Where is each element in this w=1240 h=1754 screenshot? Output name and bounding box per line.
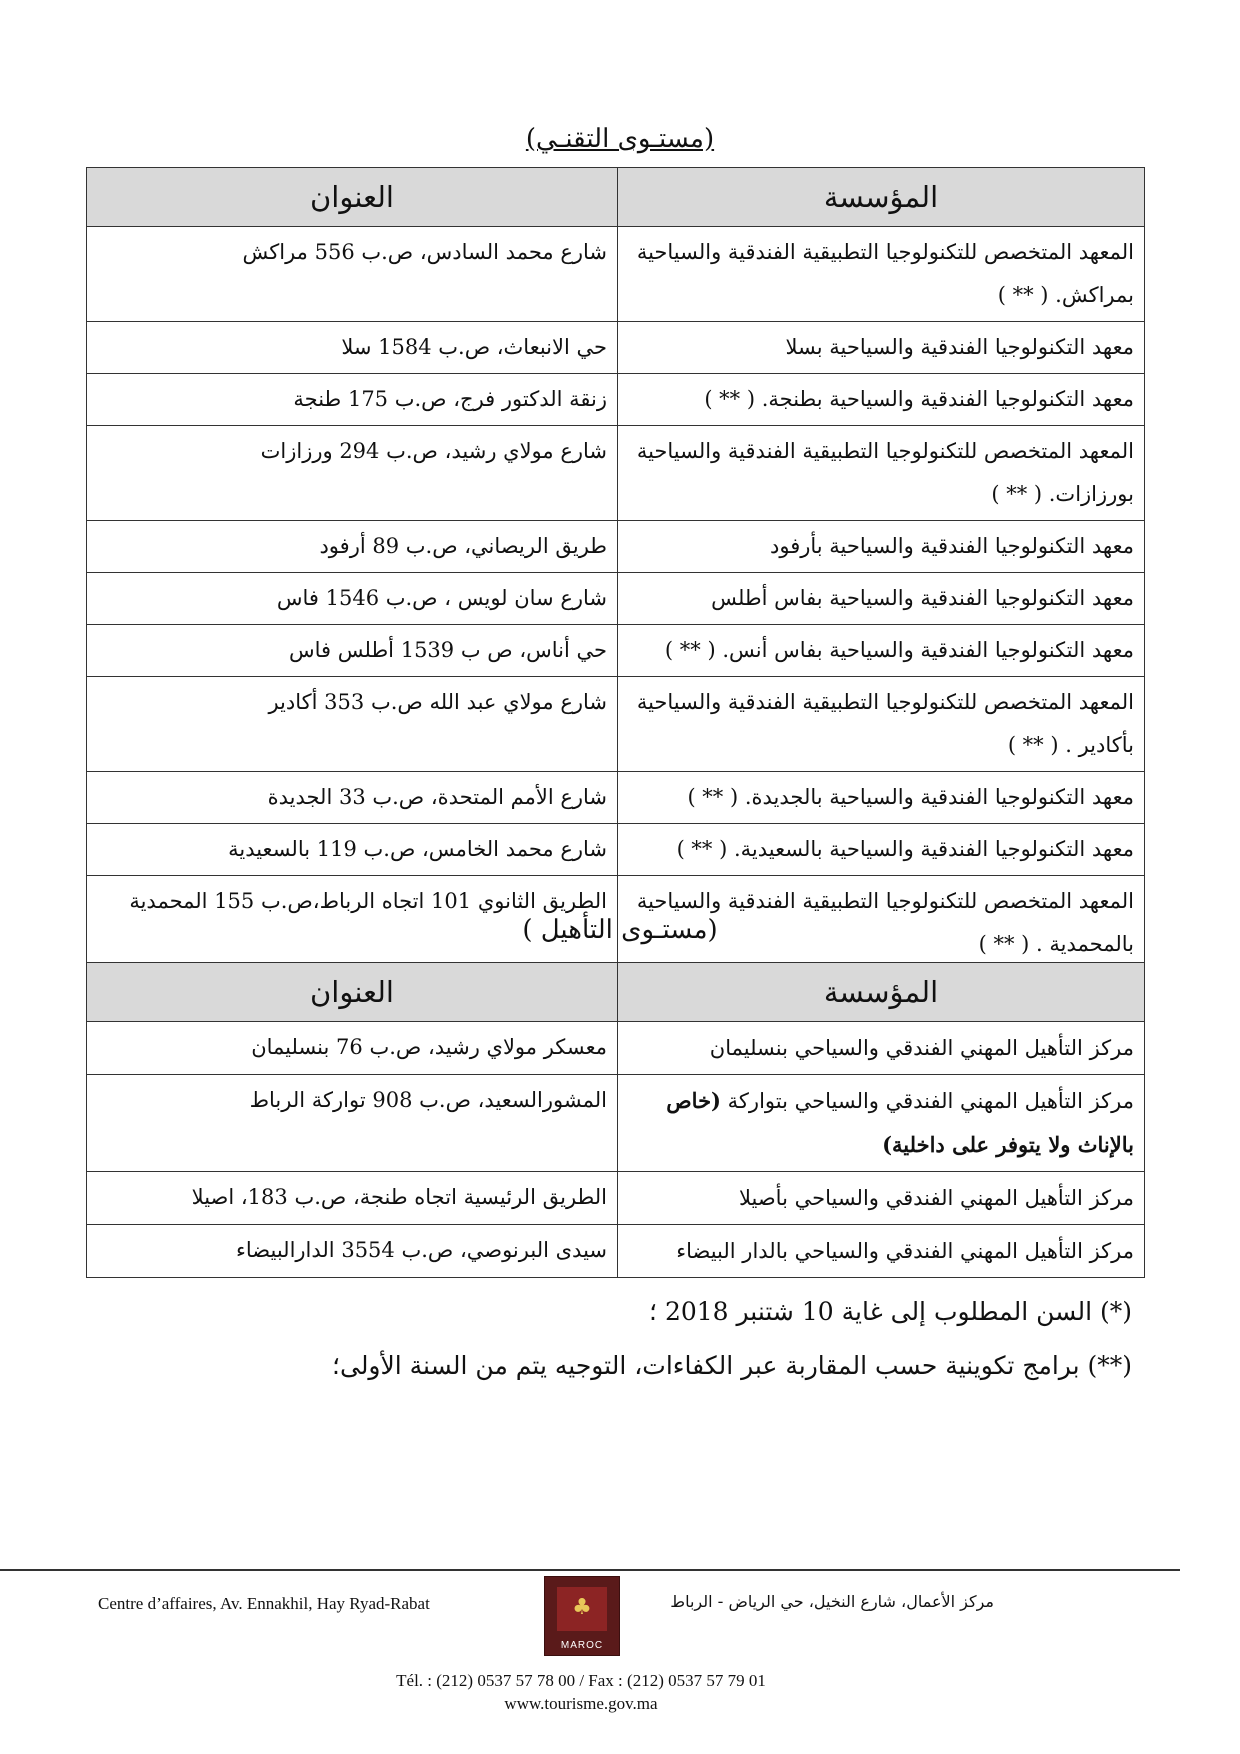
institution-cell bbox=[618, 1225, 1145, 1278]
qualification-table bbox=[86, 962, 1145, 1278]
footer-divider bbox=[0, 1569, 1180, 1571]
address-cell: معسكر مولاي رشيد، ص.ب 76 بنسليمان bbox=[87, 1022, 618, 1075]
table-row bbox=[87, 1022, 1145, 1075]
technician-title-text: (مستـوى التقنـي) bbox=[525, 124, 715, 154]
palm-icon: ♣ bbox=[572, 1595, 592, 1620]
address-cell: المشورالسعيد، ص.ب 908 تواركة الرباط bbox=[87, 1075, 618, 1172]
footnote-programs: (**) برامج تكوينية حسب المقاربة عبر الكفاءات، التوجيه يتم من السنة الأولى؛ bbox=[332, 1351, 1132, 1380]
footnote-age: (*) السن المطلوب إلى غاية 10 شتنبر 2018 ؛ bbox=[649, 1297, 1132, 1326]
qualification-title-text: (مستـوى التأهيل ) bbox=[522, 915, 718, 945]
technician-section-title bbox=[0, 124, 1240, 154]
address-cell: طريق الريصاني، ص.ب 89 أرفود bbox=[87, 521, 618, 573]
table-row bbox=[87, 625, 1145, 677]
institution-text: مركز التأهيل المهني الفندقي والسياحي بتواركة bbox=[721, 1089, 1134, 1113]
address-cell: شارع مولاي رشيد، ص.ب 294 ورزازات bbox=[87, 426, 618, 521]
institution-cell bbox=[618, 1172, 1145, 1225]
institution-cell bbox=[618, 1022, 1145, 1075]
table-row bbox=[87, 227, 1145, 322]
table-row bbox=[87, 677, 1145, 772]
address-cell: حي أناس، ص ب 1539 أطلس فاس bbox=[87, 625, 618, 677]
address-cell: شارع سان لويس ، ص.ب 1546 فاس bbox=[87, 573, 618, 625]
address-cell: زنقة الدكتور فرج، ص.ب 175 طنجة bbox=[87, 374, 618, 426]
table-row bbox=[87, 1172, 1145, 1225]
header-address: العنوان bbox=[87, 168, 618, 227]
technician-table bbox=[86, 167, 1145, 971]
institution-cell: معهد التكنولوجيا الفندقية والسياحية بسلا bbox=[618, 322, 1145, 374]
table-row bbox=[87, 772, 1145, 824]
logo-text: MAROC bbox=[560, 1640, 604, 1651]
table-header-row bbox=[87, 168, 1145, 227]
header-address: العنوان bbox=[87, 963, 618, 1022]
table-row bbox=[87, 1075, 1145, 1172]
address-cell: الطريق الرئيسية اتجاه طنجة، ص.ب 183، اصيلا bbox=[87, 1172, 618, 1225]
institution-text: مركز التأهيل المهني الفندقي والسياحي بنسليمان bbox=[709, 1036, 1134, 1060]
table-row bbox=[87, 426, 1145, 521]
institution-cell: معهد التكنولوجيا الفندقية والسياحية بالجديدة. ( ** ) bbox=[618, 772, 1145, 824]
address-cell: الطريق الثانوي 101 اتجاه الرباط،ص.ب 155 المحمدية bbox=[87, 876, 618, 971]
address-cell: سيدى البرنوصي، ص.ب 3554 الدارالبيضاء bbox=[87, 1225, 618, 1278]
footer-website: www.tourisme.gov.ma bbox=[504, 1694, 658, 1713]
institution-text: مركز التأهيل المهني الفندقي والسياحي بالدار البيضاء bbox=[676, 1239, 1134, 1263]
institution-cell: المعهد المتخصص للتكنولوجيا التطبيقية الفندقية والسياحية بورزازات. ( ** ) bbox=[618, 426, 1145, 521]
institution-cell: المعهد المتخصص للتكنولوجيا التطبيقية الفندقية والسياحية بالمحمدية . ( ** ) bbox=[618, 876, 1145, 971]
institution-cell: معهد التكنولوجيا الفندقية والسياحية بفاس أطلس bbox=[618, 573, 1145, 625]
table-row bbox=[87, 573, 1145, 625]
table-row bbox=[87, 1225, 1145, 1278]
address-cell: شارع الأمم المتحدة، ص.ب 33 الجديدة bbox=[87, 772, 618, 824]
institution-note: (خاص بالإناث ولا يتوفر على داخلية) bbox=[666, 1088, 1134, 1157]
footer-phone: Tél. : (212) 0537 57 78 00 / Fax : (212) 0537 57 79 01 bbox=[396, 1671, 766, 1690]
address-cell: شارع محمد الخامس، ص.ب 119 بالسعيدية bbox=[87, 824, 618, 876]
footer-address-fr: Centre d’affaires, Av. Ennakhil, Hay Ryad-Rabat bbox=[98, 1594, 430, 1613]
maroc-logo bbox=[544, 1576, 620, 1656]
table-row bbox=[87, 322, 1145, 374]
table-row bbox=[87, 374, 1145, 426]
footer-address-ar: مركز الأعمال، شارع النخيل، حي الرياض - الرباط bbox=[670, 1592, 994, 1611]
institution-cell: معهد التكنولوجيا الفندقية والسياحية بفاس أنس. ( ** ) bbox=[618, 625, 1145, 677]
institution-cell bbox=[618, 1075, 1145, 1172]
institution-cell: المعهد المتخصص للتكنولوجيا التطبيقية الفندقية والسياحية بمراكش. ( ** ) bbox=[618, 227, 1145, 322]
header-institution: المؤسسة bbox=[618, 963, 1145, 1022]
table-row bbox=[87, 521, 1145, 573]
header-institution: المؤسسة bbox=[618, 168, 1145, 227]
institution-cell: معهد التكنولوجيا الفندقية والسياحية بطنجة. ( ** ) bbox=[618, 374, 1145, 426]
address-cell: شارع محمد السادس، ص.ب 556 مراكش bbox=[87, 227, 618, 322]
table-row bbox=[87, 824, 1145, 876]
footnotes bbox=[232, 1285, 1132, 1393]
qualification-section-title bbox=[0, 915, 1240, 945]
institution-cell: معهد التكنولوجيا الفندقية والسياحية بالسعيدية. ( ** ) bbox=[618, 824, 1145, 876]
table-header-row bbox=[87, 963, 1145, 1022]
address-cell: حي الانبعاث، ص.ب 1584 سلا bbox=[87, 322, 618, 374]
address-cell: شارع مولاي عبد الله ص.ب 353 أكادير bbox=[87, 677, 618, 772]
logo-emblem bbox=[557, 1587, 607, 1631]
institution-cell: معهد التكنولوجيا الفندقية والسياحية بأرفود bbox=[618, 521, 1145, 573]
institution-cell: المعهد المتخصص للتكنولوجيا التطبيقية الفندقية والسياحية بأكادير . ( ** ) bbox=[618, 677, 1145, 772]
institution-text: مركز التأهيل المهني الفندقي والسياحي بأصيلا bbox=[738, 1186, 1134, 1210]
